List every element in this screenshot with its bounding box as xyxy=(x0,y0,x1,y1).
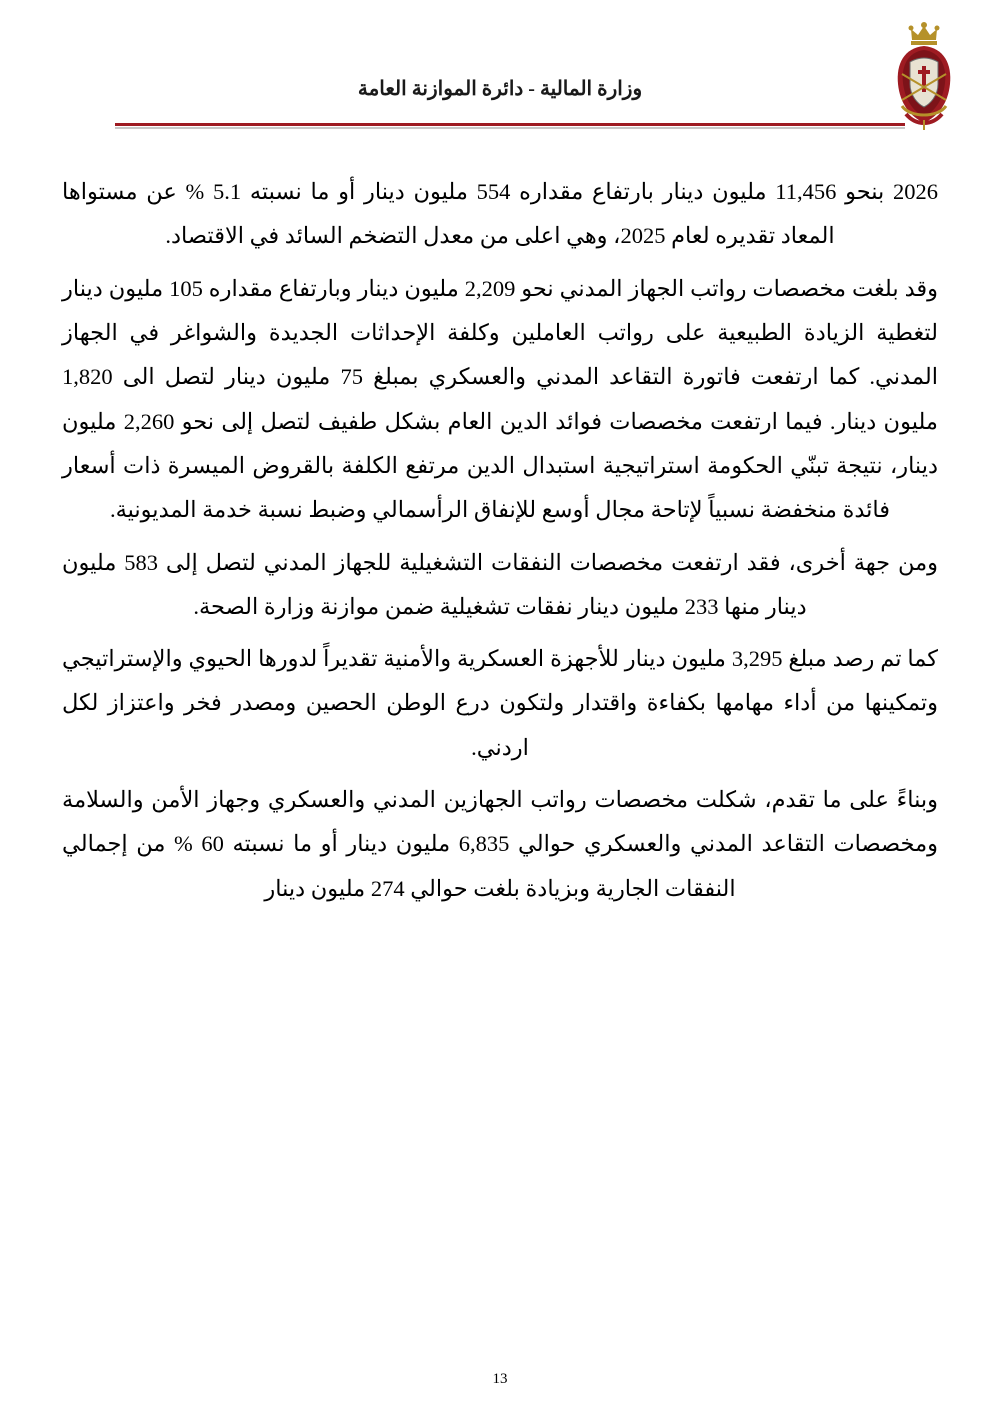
paragraph: 2026 بنحو 11,456 مليون دينار بارتفاع مقداره 554 مليون دينار أو ما نسبته 5.1 % عن مستواها المعاد تقديره لعام 2025، وهي اعلى من معدل التضخم السائد في الاقتصاد. xyxy=(62,179,938,249)
paragraph: وبناءً على ما تقدم، شكلت مخصصات رواتب الجهازين المدني والعسكري وجهاز الأمن والسلامة ومخصصات التقاعد المدني والعسكري حوالي 6,835 مليون دينار أو ما نسبته 60 % من إجمالي النفقات الجارية وبزيادة بلغت حوالي 274 مليون دينار xyxy=(62,787,939,901)
header-divider-red xyxy=(115,123,905,126)
document-body xyxy=(62,170,938,1354)
header-divider xyxy=(115,123,905,129)
page-header xyxy=(0,0,1000,140)
paragraph: كما تم رصد مبلغ 3,295 مليون دينار للأجهزة العسكرية والأمنية تقديراً لدورها الحيوي والإستراتيجي وتمكينها من أداء مهامها بكفاءة واقتدار ولتكون درع الوطن الحصين ومصدر فخر واعتزاز لكل اردني. xyxy=(62,646,938,760)
header-title: وزارة المالية - دائرة الموازنة العامة xyxy=(357,78,643,100)
paragraph: ومن جهة أخرى، فقد ارتفعت مخصصات النفقات التشغيلية للجهاز المدني لتصل إلى 583 مليون دينار منها 233 مليون دينار نفقات تشغيلية ضمن موازنة وزارة الصحة. xyxy=(62,549,938,619)
paragraph: وقد بلغت مخصصات رواتب الجهاز المدني نحو 2,209 مليون دينار وبارتفاع مقداره 105 مليون دينار لتغطية الزيادة الطبيعية على رواتب العاملين وكلفة الإحداثات الجديدة والشواغر في الجهاز المدني. كما ارتفعت فاتورة التقاعد المدني والعسكري بمبلغ 75 مليون دينار لتصل الى 1,820 مليون دينار. فيما ارتفعت مخصصات فوائد الدين العام بشكل طفيف لتصل إلى نحو 2,260 مليون دينار، نتيجة تبنّي الحكومة استراتيجية استبدال الدين مرتفع الكلفة بالقروض الميسرة ذات أسعار فائدة منخفضة نسبياً لإتاحة مجال أوسع للإنفاق الرأسمالي وضبط نسبة خدمة المديونية. xyxy=(62,275,939,523)
header-divider-gray xyxy=(115,127,905,129)
page-number: 13 xyxy=(492,1371,508,1387)
